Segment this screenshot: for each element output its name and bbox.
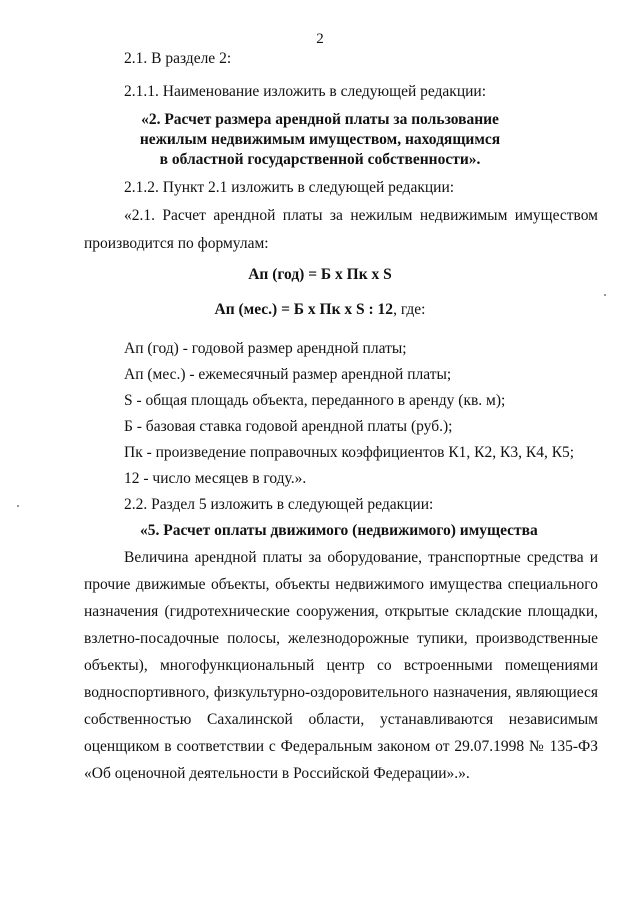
- definition-item: Б - базовая ставка годовой арендной платы (руб.);: [124, 418, 453, 435]
- paragraph-line: водноспортивного, физкультурно-оздоровительного назначения, являющиеся: [84, 684, 598, 701]
- paragraph-line: собственностью Сахалинской области, устанавливаются независимым: [84, 711, 598, 728]
- quote-line-1: «2.1. Расчет арендной платы за нежилым недвижимым имуществом: [124, 207, 598, 224]
- paragraph-line: объекты), многофункциональный центр со встроенными помещениями: [84, 657, 598, 674]
- quote-line-2: производится по формулам:: [84, 235, 269, 252]
- new-title-line-3: в областной государственной собственности».: [159, 151, 481, 168]
- scan-speck: [604, 294, 606, 296]
- paragraph-line: прочие движимые объекты, объекты недвижимого имущества специального: [84, 576, 598, 593]
- formula-year: Ап (год) = Б х Пк х S: [248, 266, 392, 283]
- section-2-2-heading: 2.2. Раздел 5 изложить в следующей редакции:: [124, 496, 434, 513]
- item-2-1-1: 2.1.1. Наименование изложить в следующей редакции:: [124, 83, 487, 100]
- paragraph-line: оценщиком в соответствии с Федеральным законом от 29.07.1998 № 135-ФЗ: [84, 738, 598, 755]
- paragraph-line: взлетно-посадочные полосы, железнодорожные тупики, производственные: [84, 630, 598, 647]
- page-number: 2: [316, 31, 324, 47]
- section-2-1-heading: 2.1. В разделе 2:: [124, 50, 232, 67]
- formula-month: [0, 301, 640, 319]
- paragraph-line: «Об оценочной деятельности в Российской Федерации».».: [84, 765, 470, 782]
- section-5-title: «5. Расчет оплаты движимого (недвижимого) имущества: [140, 522, 538, 539]
- paragraph-line: Величина арендной платы за оборудование, транспортные средства и: [124, 549, 598, 566]
- definition-item: 12 - число месяцев в году.».: [124, 470, 307, 487]
- definition-item: Ап (год) - годовой размер арендной платы;: [124, 340, 407, 357]
- definition-item: Ап (мес.) - ежемесячный размер арендной платы;: [124, 366, 452, 383]
- new-title-line-1: «2. Расчет размера арендной платы за пользование: [141, 111, 499, 128]
- definition-item: S - общая площадь объекта, переданного в аренду (кв. м);: [124, 392, 506, 409]
- formula-month-tail: , где:: [393, 301, 426, 318]
- scan-speck: [17, 505, 19, 507]
- paragraph-line: назначения (гидротехнические сооружения, открытые складские площадки,: [84, 603, 598, 620]
- item-2-1-2: 2.1.2. Пункт 2.1 изложить в следующей редакции:: [124, 179, 455, 196]
- definition-item: Пк - произведение поправочных коэффициентов К1, К2, К3, К4, К5;: [124, 444, 575, 461]
- formula-month-expression: Ап (мес.) = Б х Пк х S : 12: [214, 301, 394, 318]
- new-title-line-2: нежилым недвижимым имуществом, находящимся: [139, 131, 501, 148]
